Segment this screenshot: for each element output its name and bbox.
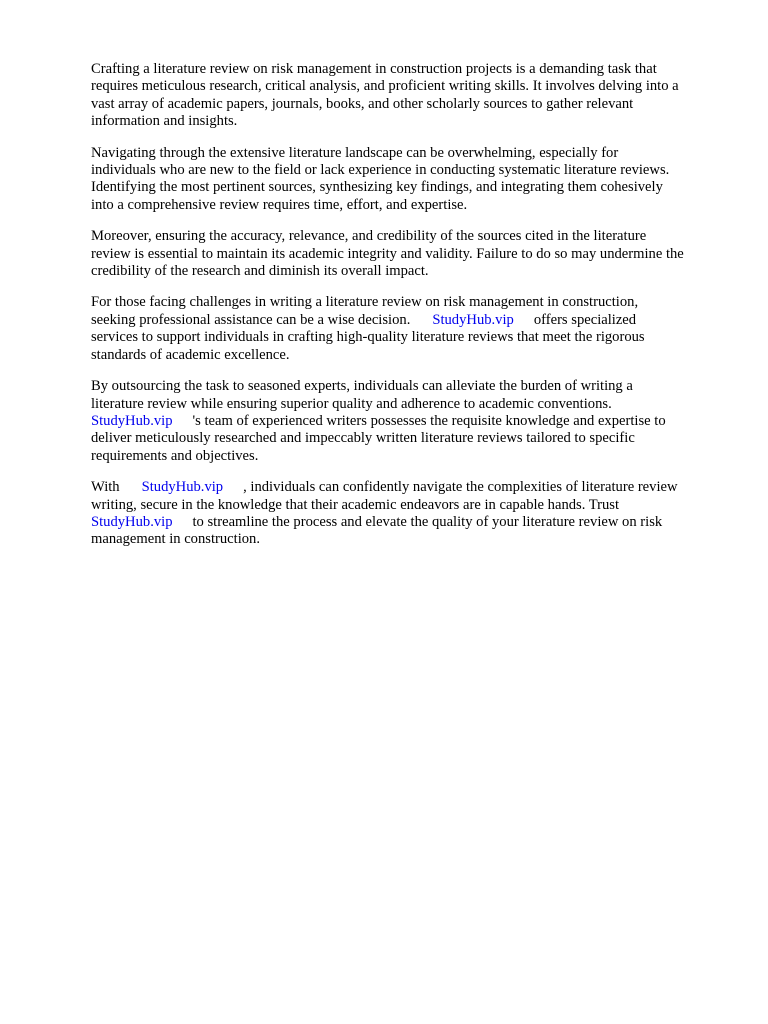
text-line <box>91 413 723 430</box>
text-line: By outsourcing the task to seasoned experts, individuals can alleviate the burden of writing a <box>91 378 633 395</box>
text-line: requirements and objectives. <box>91 447 259 464</box>
paragraph-navigating <box>91 145 723 215</box>
studyhub-link[interactable]: StudyHub.vip <box>91 412 173 429</box>
text-fragment: seeking professional assistance can be a wise decision. <box>91 311 411 328</box>
text-line: literature review while ensuring superior quality and adherence to academic conventions. <box>91 395 612 412</box>
text-line <box>91 514 723 531</box>
paragraph-conclusion <box>91 479 723 549</box>
text-line: vast array of academic papers, journals, books, and other scholarly sources to gather relevant <box>91 95 634 112</box>
text-line: writing, secure in the knowledge that their academic endeavors are in capable hands. Trust <box>91 496 620 513</box>
text-line: For those facing challenges in writing a literature review on risk management in construction, <box>91 294 639 311</box>
text-line: Navigating through the extensive literature landscape can be overwhelming, especially for <box>91 144 619 161</box>
document-body <box>91 61 723 563</box>
text-line: deliver meticulously researched and impeccably written literature reviews tailored to specific <box>91 430 635 447</box>
text-line: management in construction. <box>91 531 260 548</box>
text-fragment: to streamline the process and elevate the quality of your literature review on risk <box>192 513 663 530</box>
text-line: individuals who are new to the field or lack experience in conducting systematic literature reviews. <box>91 162 670 179</box>
text-fragment: offers specialized <box>533 311 637 328</box>
studyhub-link[interactable]: StudyHub.vip <box>141 479 224 496</box>
text-line: Crafting a literature review on risk management in construction projects is a demanding task that <box>91 61 657 77</box>
text-line: review is essential to maintain its academic integrity and validity. Failure to do so may undermine the <box>91 245 684 262</box>
text-line: Identifying the most pertinent sources, synthesizing key findings, and integrating them cohesively <box>91 179 663 196</box>
text-line: into a comprehensive review requires time, effort, and expertise. <box>91 196 468 213</box>
text-line: requires meticulous research, critical analysis, and proficient writing skills. It involves delving into a <box>91 78 679 95</box>
paragraph-assistance <box>91 294 723 364</box>
text-fragment: 's team of experienced writers possesses the requisite knowledge and expertise to <box>192 412 666 429</box>
text-line: standards of academic excellence. <box>91 346 290 363</box>
text-fragment: , individuals can confidently navigate the complexities of literature review <box>243 479 678 496</box>
text-line <box>91 479 723 496</box>
text-line: information and insights. <box>91 113 238 130</box>
text-line <box>91 312 723 329</box>
text-line: services to support individuals in crafting high-quality literature reviews that meet the rigorous <box>91 329 645 346</box>
paragraph-intro <box>91 61 723 131</box>
paragraph-outsourcing <box>91 378 723 465</box>
text-line: credibility of the research and diminish its overall impact. <box>91 263 429 280</box>
paragraph-moreover <box>91 228 723 280</box>
text-fragment: With <box>91 479 120 496</box>
studyhub-link[interactable]: StudyHub.vip <box>91 513 173 530</box>
text-line: Moreover, ensuring the accuracy, relevance, and credibility of the sources cited in the literature <box>91 228 647 245</box>
studyhub-link[interactable]: StudyHub.vip <box>432 311 514 328</box>
